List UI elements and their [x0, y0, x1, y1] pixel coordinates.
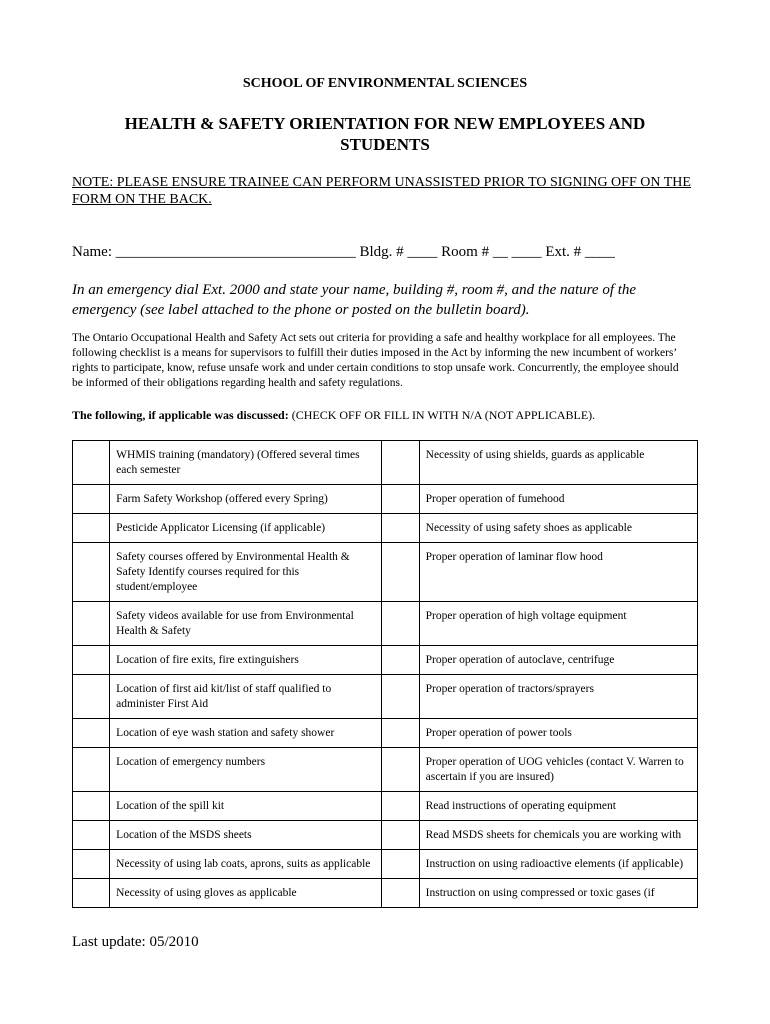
- checkbox-left[interactable]: [73, 792, 110, 821]
- checkbox-left[interactable]: [73, 485, 110, 514]
- checklist-item-right: Proper operation of power tools: [419, 719, 697, 748]
- checklist-item-right: Necessity of using safety shoes as applicable: [419, 514, 697, 543]
- document-title: HEALTH & SAFETY ORIENTATION FOR NEW EMPLOYEES AND STUDENTS: [124, 114, 646, 154]
- checkbox-right[interactable]: [382, 514, 419, 543]
- checklist-item-left: WHMIS training (mandatory) (Offered several times each semester: [110, 441, 382, 485]
- checklist-row: [73, 543, 698, 602]
- checkbox-left[interactable]: [73, 675, 110, 719]
- checklist-item-left: Necessity of using lab coats, aprons, suits as applicable: [110, 850, 382, 879]
- checklist-item-right: Proper operation of tractors/sprayers: [419, 675, 697, 719]
- checkbox-left[interactable]: [73, 602, 110, 646]
- checklist-row: [73, 514, 698, 543]
- checklist-row: [73, 675, 698, 719]
- checkbox-left[interactable]: [73, 441, 110, 485]
- checklist-item-left: Location of fire exits, fire extinguishers: [110, 646, 382, 675]
- school-heading: SCHOOL OF ENVIRONMENTAL SCIENCES: [242, 76, 528, 91]
- checkbox-left[interactable]: [73, 646, 110, 675]
- checklist-item-left: Pesticide Applicator Licensing (if applicable): [110, 514, 382, 543]
- checklist-item-left: Location of emergency numbers: [110, 748, 382, 792]
- checkbox-right[interactable]: [382, 543, 419, 602]
- checklist-item-right: Read instructions of operating equipment: [419, 792, 697, 821]
- checkbox-left[interactable]: [73, 850, 110, 879]
- checklist-instructions-rest: (CHECK OFF OR FILL IN WITH N/A (NOT APPLICABLE).: [288, 408, 596, 422]
- checklist-table: [72, 440, 698, 908]
- checklist-instructions-bold: The following, if applicable was discussed:: [72, 408, 289, 422]
- checklist-item-right: Necessity of using shields, guards as applicable: [419, 441, 697, 485]
- checklist-item-left: Farm Safety Workshop (offered every Spring): [110, 485, 382, 514]
- checklist-row: [73, 485, 698, 514]
- checkbox-left[interactable]: [73, 879, 110, 908]
- checkbox-right[interactable]: [382, 485, 419, 514]
- checklist-row: [73, 821, 698, 850]
- checkbox-right[interactable]: [382, 719, 419, 748]
- checklist-item-left: Location of eye wash station and safety shower: [110, 719, 382, 748]
- checkbox-left[interactable]: [73, 748, 110, 792]
- checklist-item-right: Proper operation of laminar flow hood: [419, 543, 697, 602]
- act-paragraph: The Ontario Occupational Health and Safety Act sets out criteria for providing a safe and healthy workplace for all employees. The following checklist is a means for supervisors to fulfill their duties imposed in the Act by informing the new incumbent of workers’ rights to participate, know, refuse unsafe work and under certain conditions to stop unsafe work. Concurrently, the employee should be informed of their obligations regarding health and safety regulations.: [72, 332, 679, 389]
- last-update: Last update: 05/2010: [72, 934, 199, 950]
- checkbox-left[interactable]: [73, 514, 110, 543]
- name-bldg-room-ext-line[interactable]: Name: ________________________________ Bldg. # ____ Room # __ ____ Ext. # ____: [72, 244, 615, 260]
- checklist-item-right: Instruction on using compressed or toxic gases (if: [419, 879, 697, 908]
- checkbox-right[interactable]: [382, 850, 419, 879]
- checklist-item-left: Location of the spill kit: [110, 792, 382, 821]
- checklist-row: [73, 602, 698, 646]
- checkbox-left[interactable]: [73, 821, 110, 850]
- note-text: NOTE: PLEASE ENSURE TRAINEE CAN PERFORM UNASSISTED PRIOR TO SIGNING OFF ON THE FORM ON THE BACK.: [72, 175, 691, 207]
- checklist-item-left: Safety videos available for use from Environmental Health & Safety: [110, 602, 382, 646]
- checklist-row: [73, 792, 698, 821]
- checklist-row: [73, 441, 698, 485]
- checkbox-right[interactable]: [382, 646, 419, 675]
- checkbox-right[interactable]: [382, 675, 419, 719]
- checkbox-right[interactable]: [382, 879, 419, 908]
- checklist-row: [73, 646, 698, 675]
- checkbox-right[interactable]: [382, 792, 419, 821]
- checklist-item-right: Read MSDS sheets for chemicals you are working with: [419, 821, 697, 850]
- checklist-row: [73, 719, 698, 748]
- checklist-item-right: Proper operation of fumehood: [419, 485, 697, 514]
- checklist-item-left: Location of first aid kit/list of staff qualified to administer First Aid: [110, 675, 382, 719]
- checkbox-right[interactable]: [382, 821, 419, 850]
- checklist-row: [73, 748, 698, 792]
- checkbox-left[interactable]: [73, 543, 110, 602]
- checklist-item-right: Instruction on using radioactive elements (if applicable): [419, 850, 697, 879]
- checklist-item-left: Necessity of using gloves as applicable: [110, 879, 382, 908]
- emergency-instructions: In an emergency dial Ext. 2000 and state your name, building #, room #, and the nature of the emergency (see label attached to the phone or posted on the bulletin board).: [72, 282, 637, 318]
- checklist-item-right: Proper operation of UOG vehicles (contact V. Warren to ascertain if you are insured): [419, 748, 697, 792]
- checklist-row: [73, 879, 698, 908]
- checklist-item-right: Proper operation of high voltage equipment: [419, 602, 697, 646]
- checklist-row: [73, 850, 698, 879]
- checklist-item-right: Proper operation of autoclave, centrifuge: [419, 646, 697, 675]
- checklist-item-left: Location of the MSDS sheets: [110, 821, 382, 850]
- checkbox-right[interactable]: [382, 748, 419, 792]
- checklist-instructions: [72, 408, 692, 423]
- checklist-item-left: Safety courses offered by Environmental Health & Safety Identify courses required for this student/employee: [110, 543, 382, 602]
- checkbox-right[interactable]: [382, 602, 419, 646]
- checkbox-left[interactable]: [73, 719, 110, 748]
- checkbox-right[interactable]: [382, 441, 419, 485]
